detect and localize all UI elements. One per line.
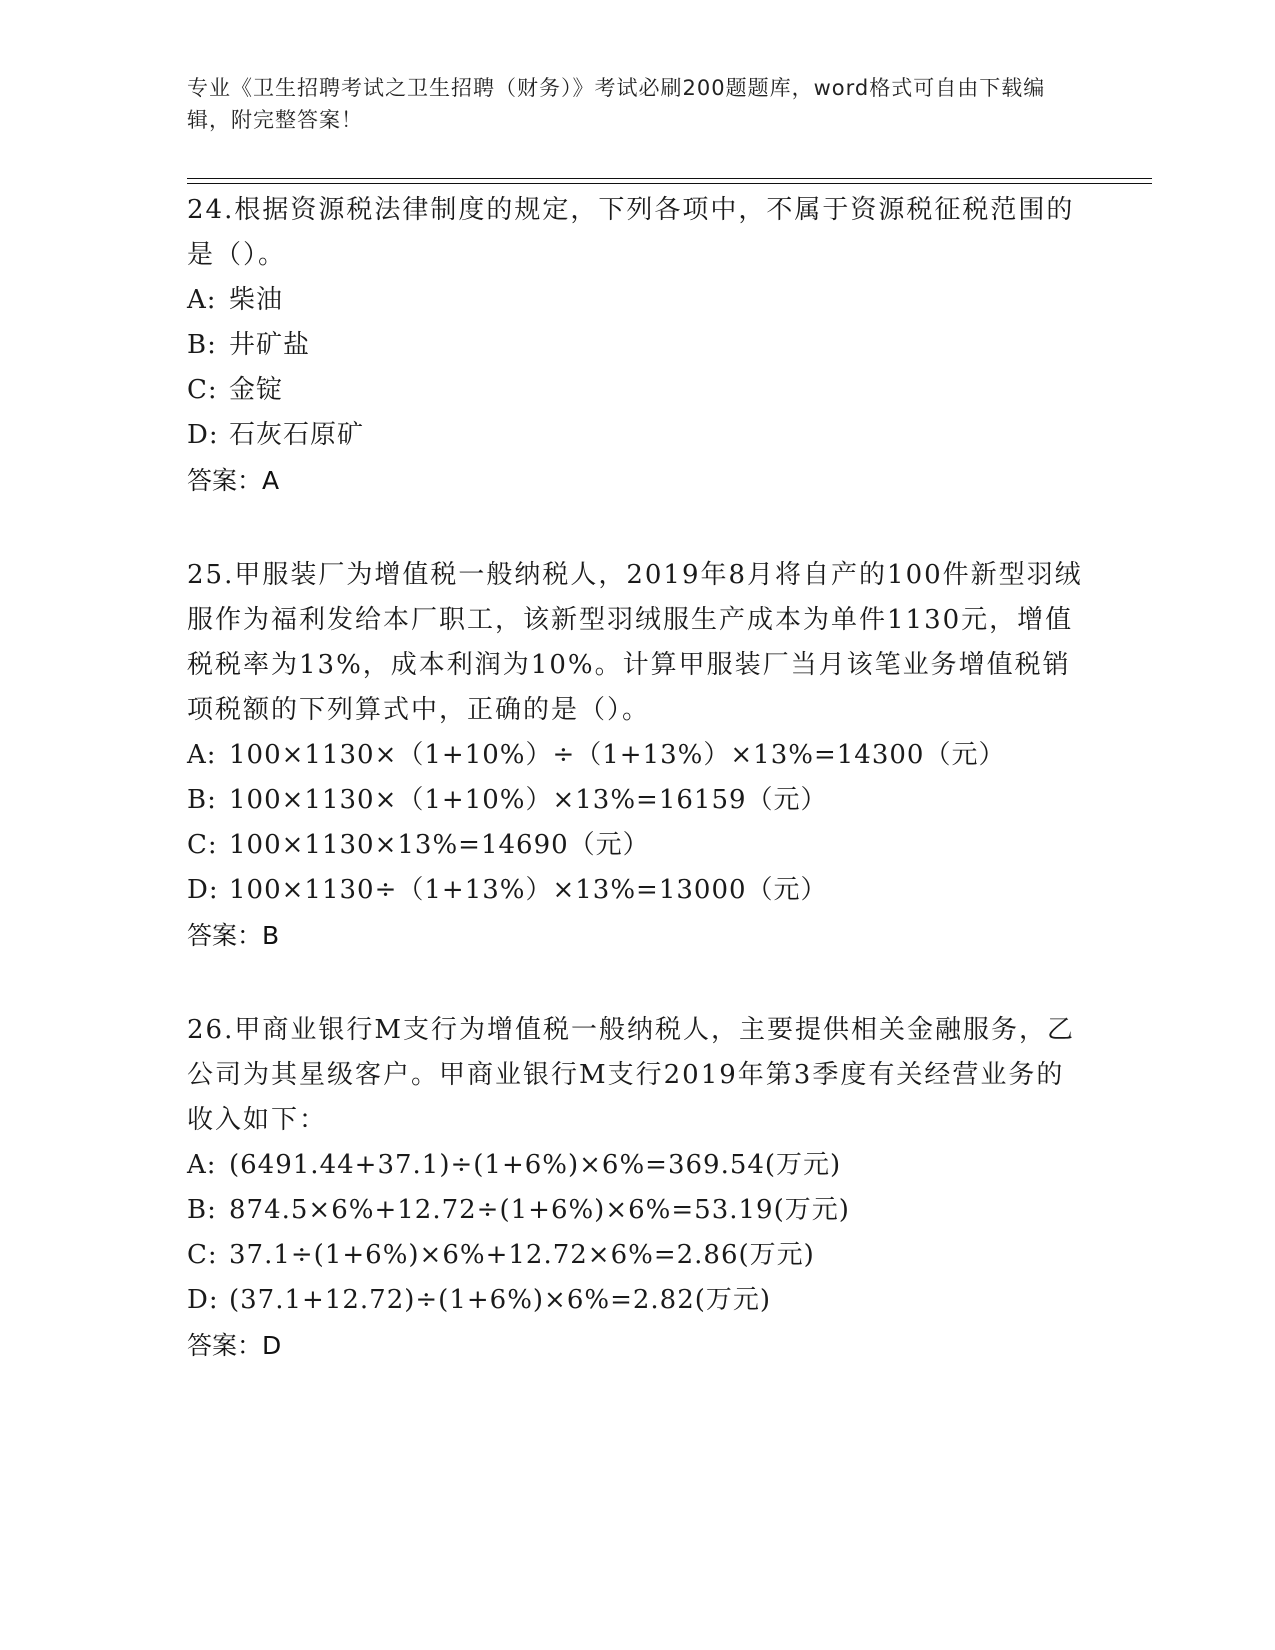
option-letter: A: xyxy=(187,1150,217,1180)
option-letter: C: xyxy=(187,1240,218,1270)
question-stem: 26.甲商业银行M支行为增值税一般纳税人，主要提供相关金融服务，乙公司为其星级客户。甲商业银行M支行2019年第3季度有关经营业务的收入如下： xyxy=(187,1015,1075,1135)
document-header: 专业《卫生招聘考试之卫生招聘（财务）》考试必刷200题题库，word格式可自由下载编辑，附完整答案！ xyxy=(187,76,1046,132)
option-text: 100×1130÷（1+13%）×13%=13000（元） xyxy=(229,875,828,905)
option-b xyxy=(187,323,1087,368)
option-c xyxy=(187,823,1087,868)
question-stem: 25.甲服装厂为增值税一般纳税人，2019年8月将自产的100件新型羽绒服作为福利发给本厂职工，该新型羽绒服生产成本为单件1130元，增值税税率为13%，成本利润为10%。计算甲服装厂当月该笔业务增值税销项税额的下列算式中，正确的是（）。 xyxy=(187,560,1083,725)
option-text: 石灰石原矿 xyxy=(229,420,365,450)
option-letter: B: xyxy=(187,785,217,815)
option-d xyxy=(187,413,1087,458)
option-d xyxy=(187,1278,1087,1323)
option-letter: A: xyxy=(187,740,217,770)
option-letter: D: xyxy=(187,420,219,450)
option-d xyxy=(187,868,1087,913)
option-text: (37.1+12.72)÷(1+6%)×6%=2.82(万元) xyxy=(229,1285,772,1315)
option-letter: D: xyxy=(187,875,219,905)
header-divider-bottom xyxy=(187,183,1152,184)
question-stem: 24.根据资源税法律制度的规定，下列各项中，不属于资源税征税范围的是（）。 xyxy=(187,195,1075,270)
option-c xyxy=(187,1233,1087,1278)
option-text: 100×1130×（1+10%）÷（1+13%）×13%=14300（元） xyxy=(229,740,1006,770)
option-letter: B: xyxy=(187,1195,217,1225)
option-b xyxy=(187,778,1087,823)
option-letter: C: xyxy=(187,830,218,860)
option-text: 金锭 xyxy=(229,375,284,405)
answer-line: 答案：A xyxy=(187,466,280,495)
option-c xyxy=(187,368,1087,413)
option-letter: B: xyxy=(187,330,217,360)
option-letter: A: xyxy=(187,285,217,315)
answer-line: 答案：B xyxy=(187,921,280,950)
option-letter: D: xyxy=(187,1285,219,1315)
option-text: 37.1÷(1+6%)×6%+12.72×6%=2.86(万元) xyxy=(229,1240,815,1270)
option-text: (6491.44+37.1)÷(1+6%)×6%=369.54(万元) xyxy=(229,1150,842,1180)
option-text: 874.5×6%+12.72÷(1+6%)×6%=53.19(万元) xyxy=(229,1195,850,1225)
option-text: 柴油 xyxy=(229,285,284,315)
option-a xyxy=(187,278,1087,323)
question-24 xyxy=(187,188,1087,503)
option-a xyxy=(187,733,1087,778)
answer-line: 答案：D xyxy=(187,1331,282,1360)
question-26 xyxy=(187,1008,1087,1368)
option-text: 井矿盐 xyxy=(229,330,311,360)
option-b xyxy=(187,1188,1087,1233)
question-25 xyxy=(187,553,1087,958)
option-letter: C: xyxy=(187,375,218,405)
header-divider-top xyxy=(187,178,1152,179)
option-text: 100×1130×13%=14690（元） xyxy=(229,830,650,860)
option-a xyxy=(187,1143,1087,1188)
option-text: 100×1130×（1+10%）×13%=16159（元） xyxy=(229,785,828,815)
